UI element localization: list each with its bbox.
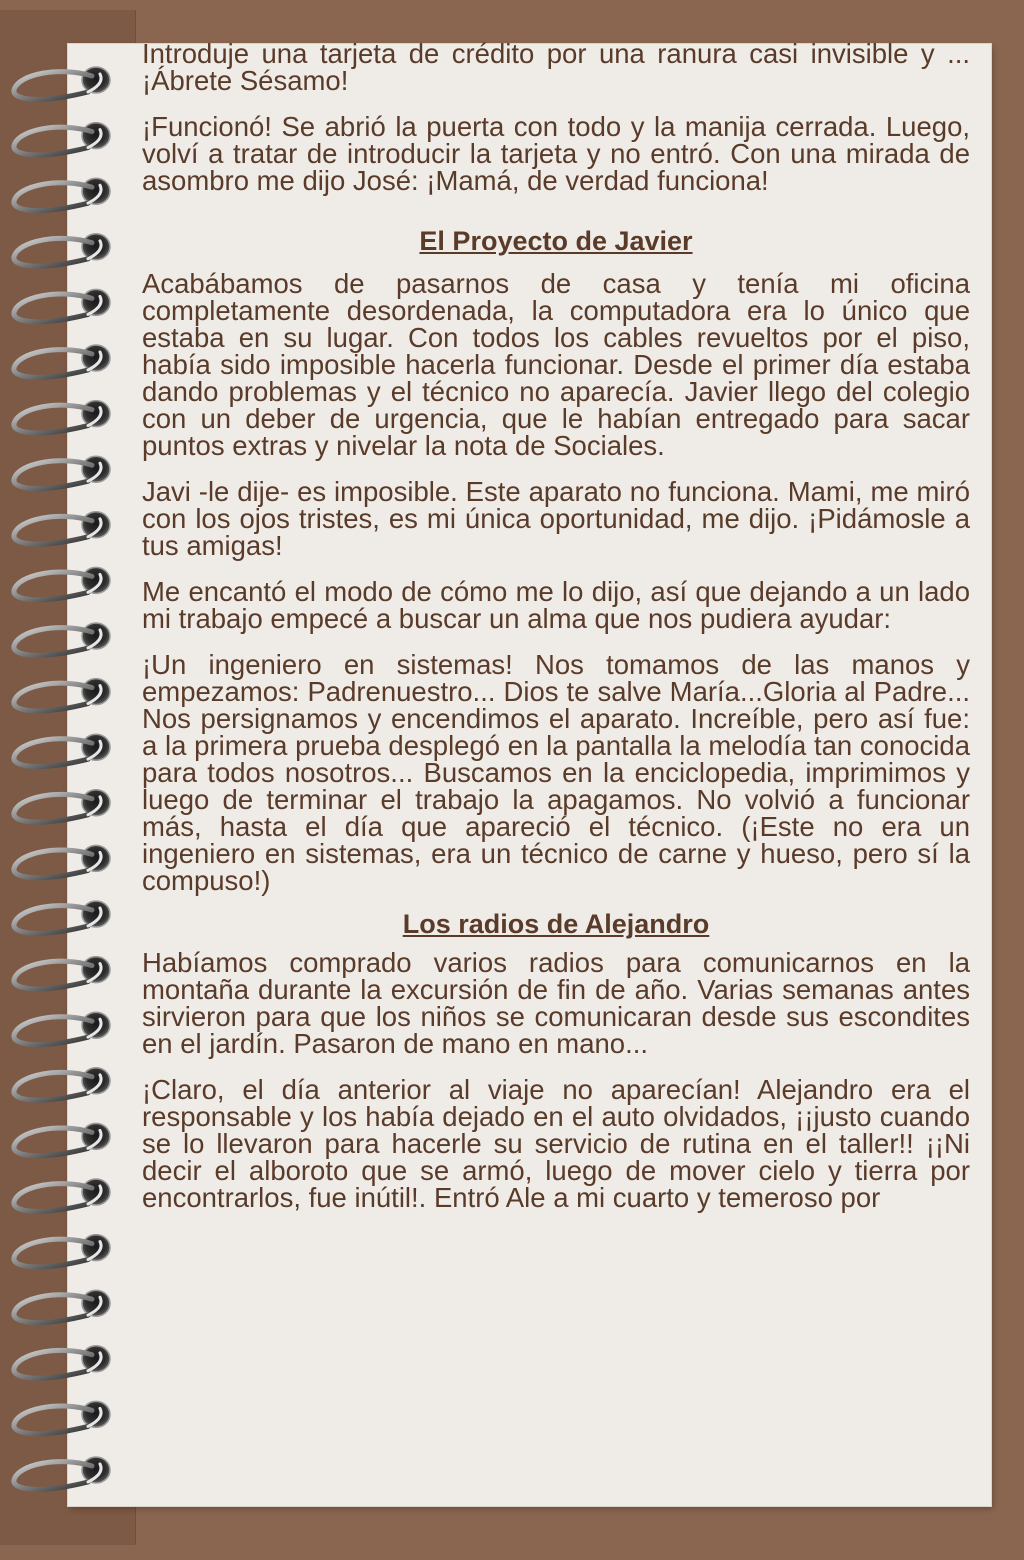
alejandro-paragraph-1: Habíamos comprado varios radios para comunicarnos en la montaña durante la excursión de fin de año. Varias semanas antes sirvieron para que los niños se comunicaran desde sus escondites en el jardín. Pasaron de mano en mano... <box>142 947 970 1059</box>
section-heading-alejandro: Los radios de Alejandro <box>402 909 710 939</box>
javier-paragraph-2: Javi -le dije- es imposible. Este aparato no funciona. Mami, me miró con los ojos tristes, es mi única oportunidad, me dijo. ¡Pidámosle a tus amigas! <box>142 476 970 561</box>
javier-paragraph-4: ¡Un ingeniero en sistemas! Nos tomamos de las manos y empezamos: Padrenuestro... Dios te salve María...Gloria al Padre... Nos persignamos y encendimos el aparato. Increíble, pero así fue: a la primera prueba desplegó en la pantalla la melodía tan conocida para todos nosotros... Buscamos en la enciclopedia, imprimimos y luego de terminar el trabajo la apagamos. No volvió a funcionar más, hasta el día que apareció el técnico. (¡Este no era un ingeniero en sistemas, era un técnico de carne y hueso, pero sí la compuso!) <box>142 649 970 896</box>
javier-paragraph-3: Me encantó el modo de cómo me lo dijo, así que dejando a un lado mi trabajo empecé a buscar un alma que nos pudiera ayudar: <box>142 576 970 634</box>
page-content <box>142 38 970 1230</box>
intro-paragraph-2: ¡Funcionó! Se abrió la puerta con todo y la manija cerrada. Luego, volví a tratar de introducir la tarjeta y no entró. Con una mirada de asombro me dijo José: ¡Mamá, de verdad funciona! <box>142 111 970 196</box>
javier-paragraph-1: Acabábamos de pasarnos de casa y tenía mi oficina completamente desordenada, la computadora era lo único que estaba en su lugar. Con todos los cables revueltos por el piso, había sido imposible hacerla funcionar. Desde el primer día estaba dando problemas y el técnico no aparecía. Javier llego del colegio con un deber de urgencia, que le habían entregado para sacar puntos extras y nivelar la nota de Sociales. <box>142 268 970 461</box>
alejandro-paragraph-2: ¡Claro, el día anterior al viaje no aparecían! Alejandro era el responsable y los había dejado en el auto olvidados, ¡¡justo cuando se lo llevaron para hacerle su servicio de rutina en el taller!! ¡¡Ni decir el alboroto que se armó, luego de mover cielo y tierra por encontrarlos, fue inútil!. Entró Ale a mi cuarto y temeroso por <box>142 1074 970 1213</box>
section-heading-javier: El Proyecto de Javier <box>419 226 693 256</box>
intro-paragraph-1: Introduje una tarjeta de crédito por una ranura casi invisible y ...¡Ábrete Sésamo! <box>142 38 970 96</box>
